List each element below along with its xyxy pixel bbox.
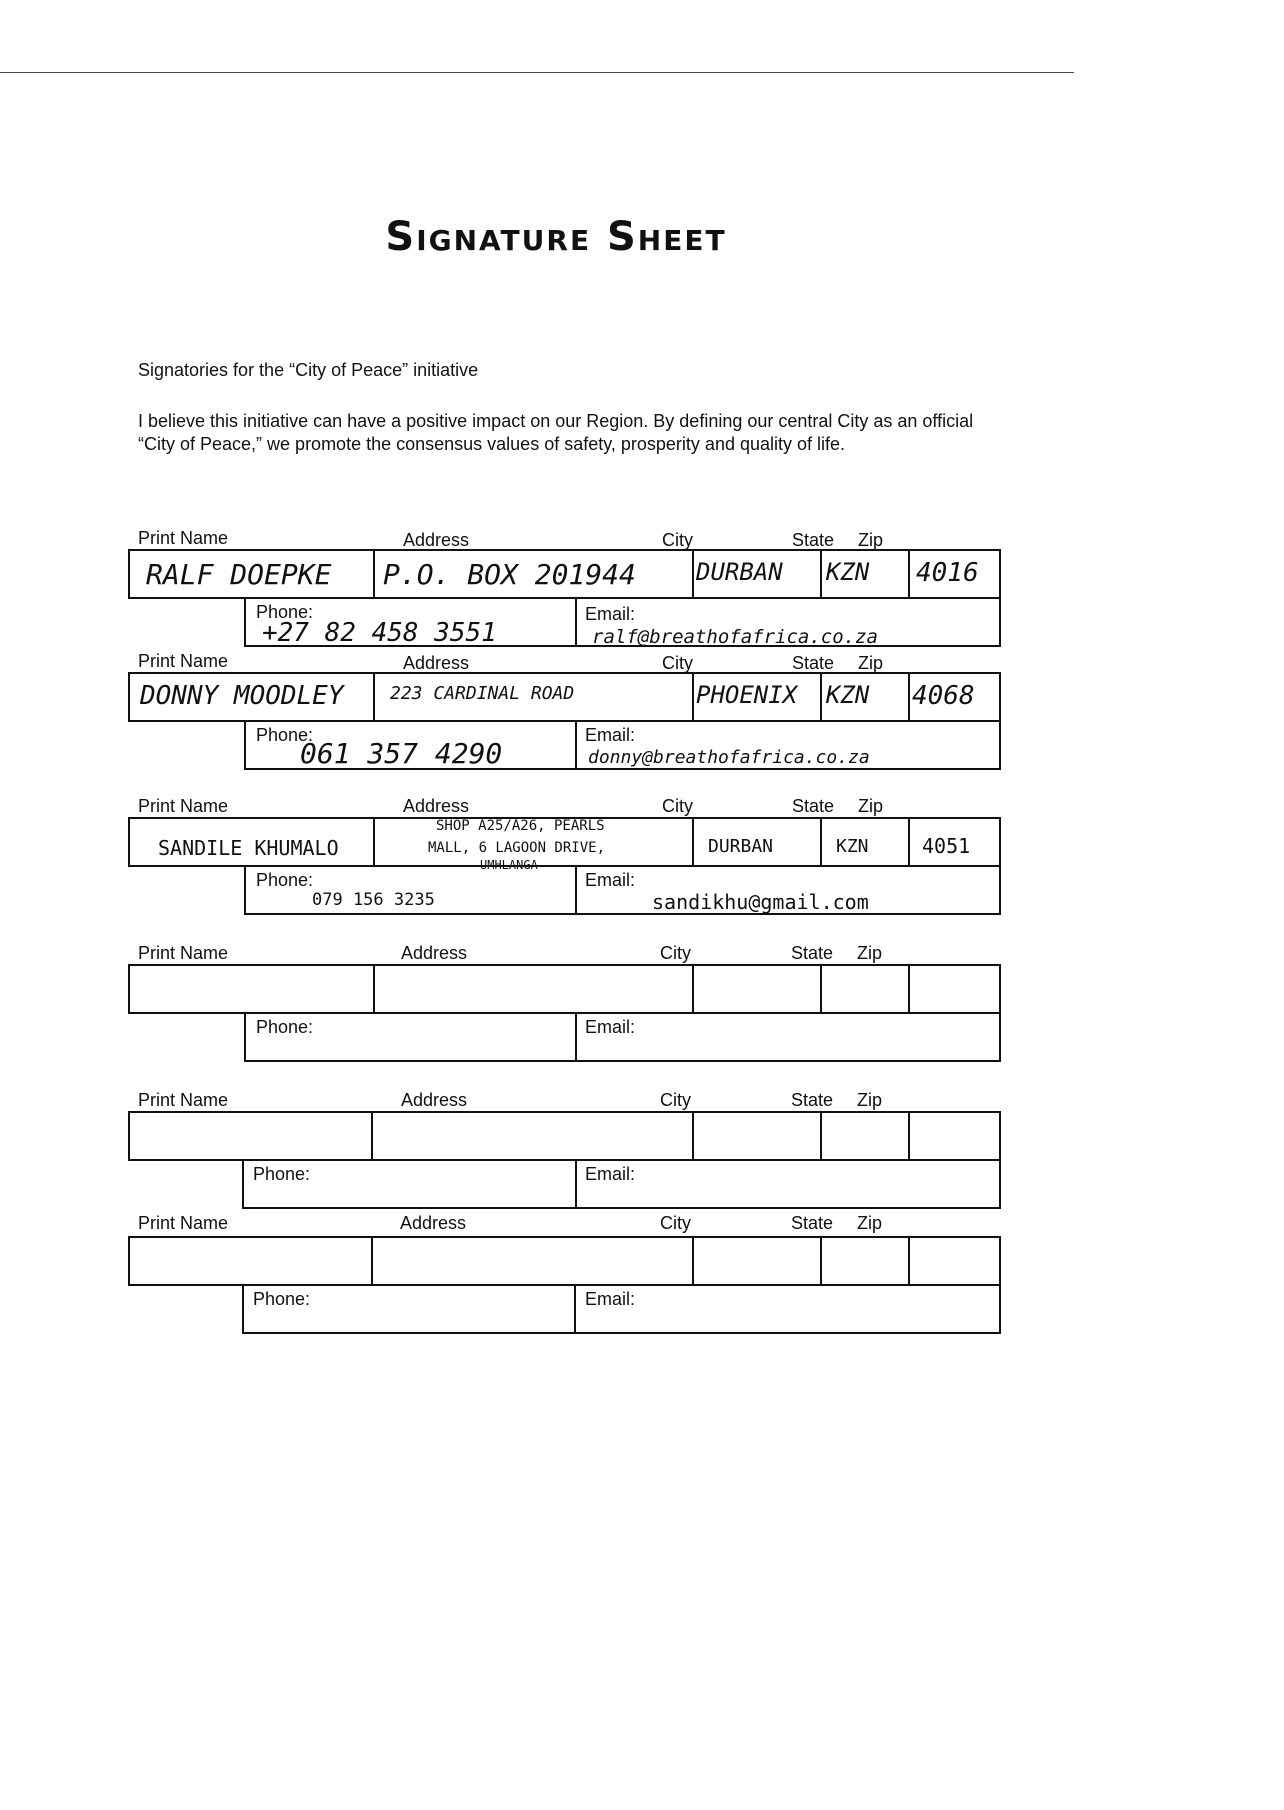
phone-label: Phone: (256, 1017, 314, 1037)
state-field[interactable]: KZN (826, 558, 870, 586)
page-title: Signature Sheet (385, 214, 727, 260)
signature-entry-5 (0, 1090, 1112, 1230)
name-field[interactable]: DONNY MOODLEY (140, 681, 344, 711)
city-field[interactable]: DURBAN (708, 836, 774, 857)
city-field[interactable]: PHOENIX (696, 681, 798, 709)
name-field[interactable]: SANDILE KHUMALO (158, 836, 339, 860)
city-label: City (660, 1213, 691, 1233)
phone-field[interactable]: 079 156 3235 (312, 890, 435, 910)
phone-field[interactable]: +27 82 458 3551 (262, 618, 497, 648)
zip-field[interactable]: 4016 (916, 558, 979, 588)
state-label: State (791, 943, 834, 963)
email-label: Email: (585, 604, 636, 624)
print-name-label: Print Name (138, 528, 229, 548)
city-label: City (662, 796, 693, 816)
top-rule (0, 72, 1074, 73)
entry-row-top[interactable] (128, 964, 1001, 1014)
print-name-label: Print Name (138, 796, 229, 816)
email-label: Email: (585, 1017, 636, 1037)
phone-label: Phone: (256, 602, 314, 622)
address-line-2[interactable]: MALL, 6 LAGOON DRIVE, (428, 840, 606, 856)
email-field[interactable]: sandikhu@gmail.com (652, 890, 869, 914)
zip-field[interactable]: 4068 (912, 681, 975, 711)
zip-field[interactable]: 4051 (922, 834, 971, 858)
email-label: Email: (585, 870, 636, 890)
city-label: City (660, 943, 691, 963)
address-label: Address (401, 1090, 468, 1110)
signature-entry-4 (0, 943, 1112, 1083)
email-field[interactable]: ralf@breathofafrica.co.za (592, 626, 878, 648)
zip-label: Zip (858, 796, 884, 816)
zip-label: Zip (858, 653, 884, 673)
state-label: State (792, 653, 835, 673)
signature-entry-2 (0, 651, 1112, 791)
signature-entry-1 (0, 528, 1112, 668)
email-label: Email: (585, 725, 636, 745)
address-label: Address (401, 943, 468, 963)
address-field[interactable]: 223 CARDINAL ROAD (390, 683, 575, 704)
email-label: Email: (585, 1289, 636, 1309)
print-name-label: Print Name (138, 1213, 229, 1233)
state-label: State (791, 1090, 834, 1110)
name-field[interactable]: RALF DOEPKE (146, 558, 332, 591)
phone-label: Phone: (256, 870, 314, 890)
address-label: Address (403, 530, 470, 550)
city-label: City (660, 1090, 691, 1110)
print-name-label: Print Name (138, 651, 229, 671)
email-label: Email: (585, 1164, 636, 1184)
state-field[interactable]: KZN (836, 836, 869, 857)
phone-label: Phone: (256, 725, 314, 745)
print-name-label: Print Name (138, 943, 229, 963)
email-field[interactable]: donny@breathofafrica.co.za (588, 747, 870, 768)
entry-row-top[interactable] (128, 1236, 1001, 1286)
phone-label: Phone: (253, 1164, 311, 1184)
city-label: City (662, 653, 693, 673)
phone-field[interactable]: 061 357 4290 (300, 737, 503, 770)
subtitle: Signatories for the “City of Peace” initiative (138, 360, 479, 380)
city-label: City (662, 530, 693, 550)
state-label: State (791, 1213, 834, 1233)
state-label: State (792, 796, 835, 816)
address-line-1[interactable]: SHOP A25/A26, PEARLS (436, 818, 605, 834)
address-label: Address (403, 653, 470, 673)
zip-label: Zip (857, 1213, 883, 1233)
zip-label: Zip (857, 943, 883, 963)
address-label: Address (403, 796, 470, 816)
signature-entry-6 (0, 1213, 1112, 1353)
state-label: State (792, 530, 835, 550)
signature-entry-3 (0, 796, 1112, 936)
zip-label: Zip (857, 1090, 883, 1110)
zip-label: Zip (858, 530, 884, 550)
phone-label: Phone: (253, 1289, 311, 1309)
statement: I believe this initiative can have a positive impact on our Region. By defining our central City as an official “City of Peace,” we promote the consensus values of safety, prosperity and quality of life. (138, 411, 974, 454)
print-name-label: Print Name (138, 1090, 229, 1110)
city-field[interactable]: DURBAN (696, 558, 783, 586)
address-line-3[interactable]: UMHLANGA (480, 858, 538, 872)
entry-row-top[interactable] (128, 1111, 1001, 1161)
state-field[interactable]: KZN (826, 681, 870, 709)
address-field[interactable]: P.O. BOX 201944 (383, 558, 636, 591)
address-label: Address (400, 1213, 467, 1233)
